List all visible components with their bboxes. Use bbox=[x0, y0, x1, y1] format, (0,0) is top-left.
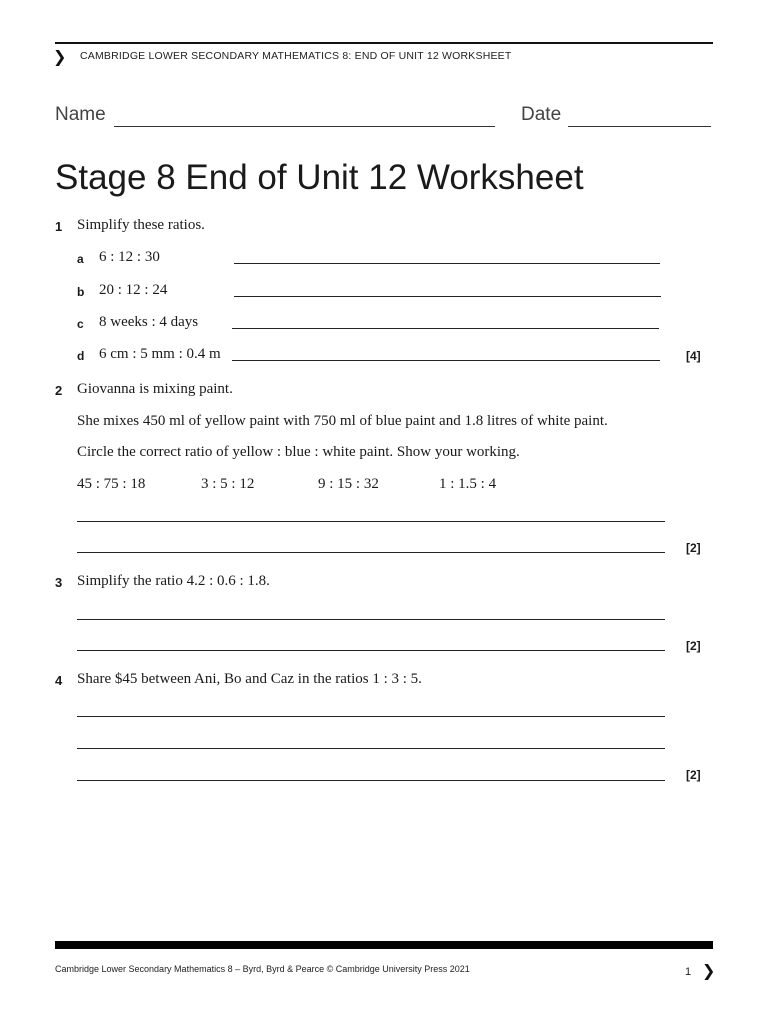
ratio-option[interactable]: 9 : 15 : 32 bbox=[318, 476, 379, 492]
question-prompt: Simplify these ratios. bbox=[77, 217, 205, 233]
answer-line[interactable] bbox=[77, 716, 665, 717]
answer-line[interactable] bbox=[77, 780, 665, 781]
question-prompt: Simplify the ratio 4.2 : 0.6 : 1.8. bbox=[77, 573, 270, 589]
running-header: CAMBRIDGE LOWER SECONDARY MATHEMATICS 8: END OF UNIT 12 WORKSHEET bbox=[80, 50, 512, 62]
answer-line[interactable] bbox=[232, 328, 659, 329]
part-label: d bbox=[77, 349, 85, 363]
answer-line[interactable] bbox=[77, 552, 665, 553]
answer-line[interactable] bbox=[234, 263, 660, 264]
name-answer-line[interactable] bbox=[114, 126, 495, 127]
question-text: She mixes 450 ml of yellow paint with 750 ml of blue paint and 1.8 litres of white paint. bbox=[77, 413, 608, 429]
question-number: 1 bbox=[55, 219, 63, 234]
next-page-chevron-icon[interactable]: ❯ bbox=[702, 961, 716, 980]
footer-credit: Cambridge Lower Secondary Mathematics 8 – Byrd, Byrd & Pearce © Cambridge University Press 2021 bbox=[55, 964, 470, 974]
question-number: 3 bbox=[55, 575, 63, 590]
question-number: 4 bbox=[55, 673, 63, 688]
part-text: 6 cm : 5 mm : 0.4 m bbox=[99, 346, 221, 362]
page-number: 1 bbox=[685, 966, 692, 978]
ratio-option[interactable]: 1 : 1.5 : 4 bbox=[439, 476, 497, 492]
marks-label: [2] bbox=[686, 639, 701, 653]
answer-line[interactable] bbox=[234, 296, 661, 297]
answer-line[interactable] bbox=[77, 748, 665, 749]
name-label: Name bbox=[55, 104, 106, 125]
date-answer-line[interactable] bbox=[568, 126, 711, 127]
worksheet-title: Stage 8 End of Unit 12 Worksheet bbox=[55, 158, 584, 197]
answer-line[interactable] bbox=[77, 521, 665, 522]
header-rule bbox=[55, 42, 713, 44]
marks-label: [2] bbox=[686, 541, 701, 555]
part-label: b bbox=[77, 285, 85, 299]
marks-label: [4] bbox=[686, 349, 701, 363]
part-text: 20 : 12 : 24 bbox=[99, 282, 168, 298]
answer-line[interactable] bbox=[232, 360, 660, 361]
chevron-right-icon: ❯ bbox=[53, 47, 67, 66]
ratio-option[interactable]: 45 : 75 : 18 bbox=[77, 476, 146, 492]
part-text: 6 : 12 : 30 bbox=[99, 249, 160, 265]
footer-bar bbox=[55, 941, 713, 949]
question-prompt: Share $45 between Ani, Bo and Caz in the ratios 1 : 3 : 5. bbox=[77, 671, 422, 687]
question-number: 2 bbox=[55, 383, 63, 398]
part-text: 8 weeks : 4 days bbox=[99, 314, 199, 330]
part-label: a bbox=[77, 252, 84, 266]
answer-line[interactable] bbox=[77, 619, 665, 620]
marks-label: [2] bbox=[686, 768, 701, 782]
part-label: c bbox=[77, 317, 84, 331]
date-label: Date bbox=[521, 104, 562, 125]
question-text: Giovanna is mixing paint. bbox=[77, 381, 233, 397]
question-text: Circle the correct ratio of yellow : blue : white paint. Show your working. bbox=[77, 444, 520, 460]
ratio-option[interactable]: 3 : 5 : 12 bbox=[201, 476, 255, 492]
answer-line[interactable] bbox=[77, 650, 665, 651]
